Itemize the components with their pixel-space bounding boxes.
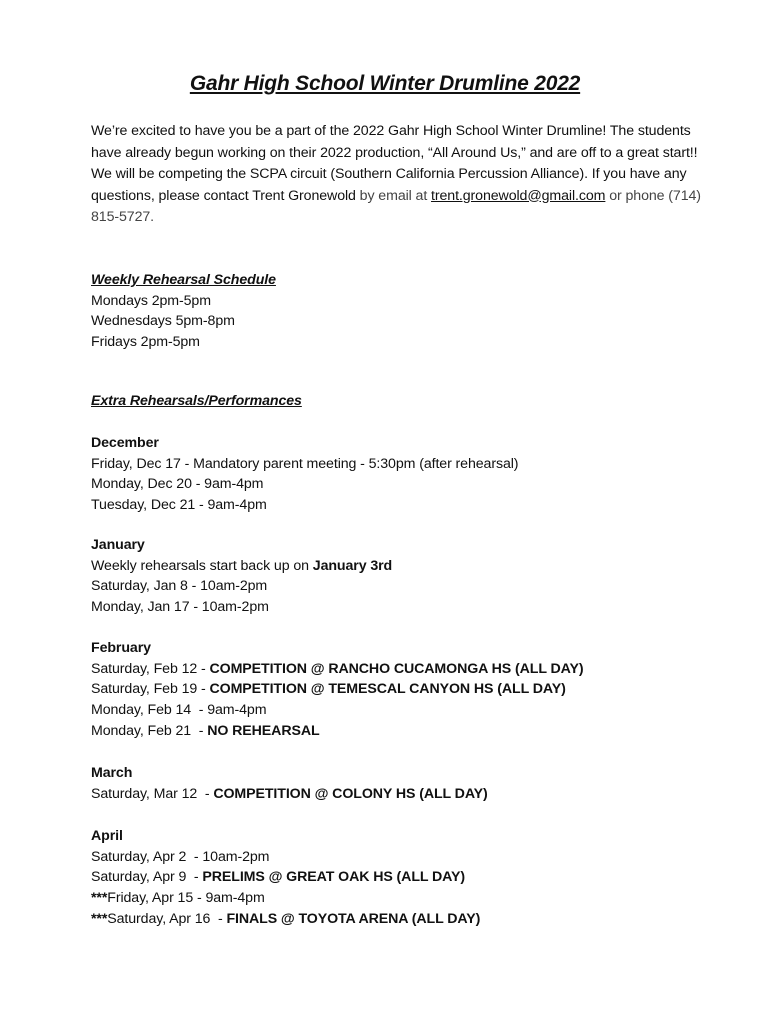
schedule-line-text: Friday, Apr 15 - 9am-4pm (107, 890, 265, 907)
schedule-line: Tuesday, Dec 21 - 9am-4pm (91, 497, 267, 514)
schedule-line-text: Weekly rehearsals start back up on (91, 557, 313, 574)
asterisk-marker: *** (91, 890, 108, 907)
april-section (91, 826, 731, 930)
schedule-line-text: Saturday, Mar 12 - (91, 785, 214, 802)
asterisk-marker: *** (91, 910, 108, 927)
schedule-line-emphasis: January 3rd (312, 557, 393, 574)
schedule-line (91, 784, 731, 805)
schedule-line (91, 556, 731, 577)
email-link[interactable]: trent.gronewold@gmail.com (431, 187, 606, 204)
schedule-line-text: Saturday, Feb 12 - (91, 660, 210, 677)
schedule-line (91, 659, 731, 680)
schedule-line-text: Saturday, Feb 19 - (91, 681, 210, 698)
weekly-item: Mondays 2pm-5pm (91, 292, 211, 309)
weekly-item: Fridays 2pm-5pm (91, 334, 200, 351)
intro-text: We’re excited to have you be a part of the 2022 Gahr High School Winter Drumline! The students have already begun working on their 2022 production, “All Around Us,” and are off to a great start!! We will be competing the SCPA circuit (Southern California Percussion Alliance). If you have any questions, please contact Trent Gronewold (91, 123, 698, 204)
weekly-item: Wednesdays 5pm-8pm (91, 313, 235, 330)
schedule-line (91, 721, 731, 742)
schedule-line-emphasis: COMPETITION @ COLONY HS (ALL DAY) (213, 785, 488, 802)
month-heading-april: April (91, 828, 123, 844)
schedule-line-emphasis: COMPETITION @ RANCHO CUCAMONGA HS (ALL DAY) (209, 660, 584, 677)
schedule-line (91, 909, 731, 930)
schedule-line: Monday, Dec 20 - 9am-4pm (91, 476, 264, 493)
schedule-line-emphasis: COMPETITION @ TEMESCAL CANYON HS (ALL DAY) (209, 681, 566, 698)
schedule-line (91, 888, 731, 909)
february-section (91, 638, 731, 742)
schedule-line-emphasis: NO REHEARSAL (207, 722, 320, 739)
schedule-line-emphasis: PRELIMS @ GREAT OAK HS (ALL DAY) (202, 869, 466, 886)
schedule-line: Monday, Jan 17 - 10am-2pm (91, 599, 269, 616)
schedule-line-emphasis: FINALS @ TOYOTA ARENA (ALL DAY) (226, 910, 481, 927)
month-heading-december: December (91, 435, 159, 451)
schedule-line: Friday, Dec 17 - Mandatory parent meeting - 5:30pm (after rehearsal) (91, 455, 519, 472)
month-heading-march: March (91, 765, 133, 781)
document-title: Gahr High School Winter Drumline 2022 (189, 72, 581, 95)
march-section (91, 763, 731, 804)
january-section (91, 535, 731, 618)
schedule-line-text: Monday, Feb 21 - (91, 722, 208, 739)
month-heading-january: January (91, 537, 145, 553)
schedule-line-text: Saturday, Apr 9 - (91, 869, 203, 886)
schedule-line: Saturday, Apr 2 - 10am-2pm (91, 848, 270, 865)
extra-rehearsals-heading: Extra Rehearsals/Performances (91, 393, 302, 409)
december-section (91, 433, 731, 516)
weekly-schedule-heading: Weekly Rehearsal Schedule (91, 272, 276, 288)
weekly-schedule-section (91, 270, 731, 353)
schedule-line-text: Saturday, Apr 16 - (107, 910, 227, 927)
extra-rehearsals-heading-block (91, 391, 731, 412)
schedule-line: Monday, Feb 14 - 9am-4pm (91, 702, 267, 719)
intro-text-email-lead: by email at (355, 187, 432, 204)
schedule-line (91, 867, 731, 888)
schedule-line (91, 679, 731, 700)
intro-paragraph (91, 121, 701, 229)
intro-text-phone: or phone (714) 815-5727. (91, 187, 701, 225)
month-heading-february: February (91, 640, 151, 656)
schedule-line: Saturday, Jan 8 - 10am-2pm (91, 578, 268, 595)
